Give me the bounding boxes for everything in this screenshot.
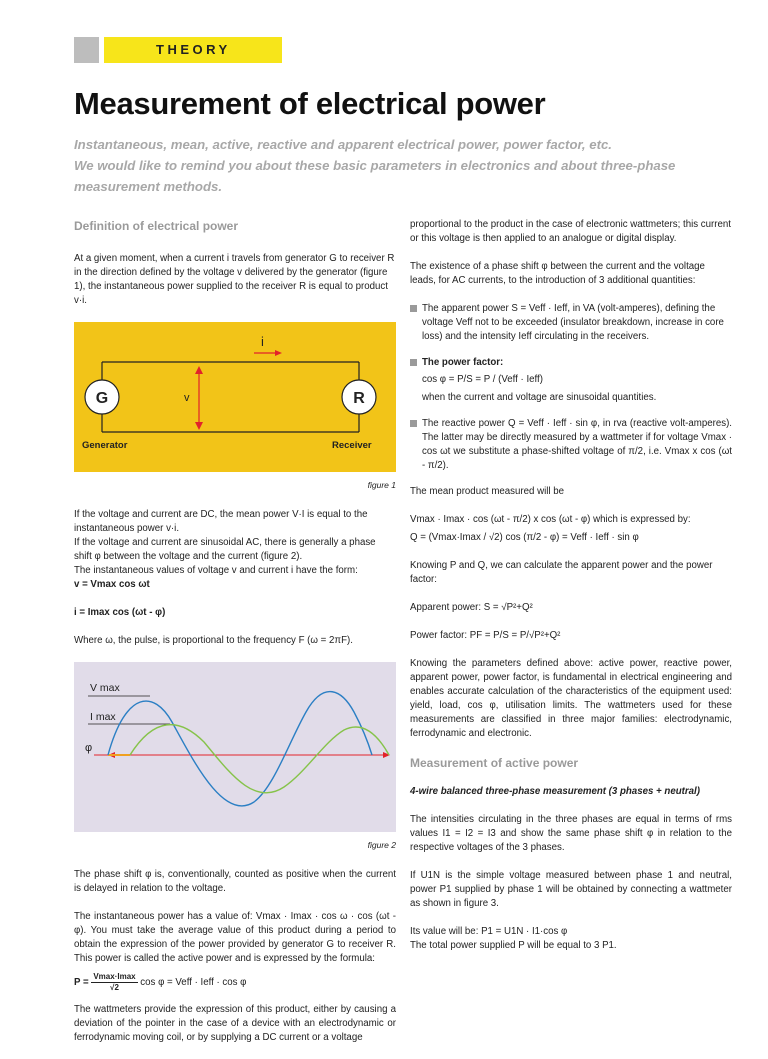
receiver-label: Receiver <box>332 440 372 451</box>
generator-label: Generator <box>82 440 128 451</box>
equation-power-factor-2: Power factor: PF = P/S = P/√P²+Q² <box>410 630 561 641</box>
equation-rhs: cos φ = Veff · Ieff · cos φ <box>140 977 247 989</box>
voltage-label: v <box>184 392 190 404</box>
bullet-note: when the current and voltage are sinusoidal quantities. <box>422 392 657 403</box>
bullet-title: The power factor: <box>422 357 504 368</box>
paragraph: At a given moment, when a current i travels from generator G to receiver R in the direction defined by the voltage v delivered by the generator (figure 1), the instantaneous power supplied to the receiver R is equal to product v·i. <box>74 253 395 306</box>
phase-label: φ <box>85 742 93 754</box>
bullet-text: The reactive power Q = Veff · Ieff · sin φ, in rva (reactive volt-amperes). The latter may be directly measured by a wattmeter if for voltage Vmax · cos ωt we substitute a phase-shifted voltage of π/2, i.e. Vmax x cos (ωt - π/2). <box>422 418 732 471</box>
right-column <box>410 218 732 953</box>
paragraph: The instantaneous values of voltage v and current i have the form: <box>74 565 358 576</box>
bullet-text: The apparent power S = Veff · Ieff, in VA (volt-amperes), defining the voltage Veff not to be exceeded (insulator breakdown, increase in core loss) and the intensity Ieff circulating in the receivers. <box>422 303 724 342</box>
subheading-4-wire: 4-wire balanced three-phase measurement (3 phases + neutral) <box>410 786 700 797</box>
paragraph: Vmax · Imax · cos (ωt - π/2) x cos (ωt - φ) which is expressed by: <box>410 514 691 525</box>
imax-label: I max <box>90 711 116 723</box>
equation-current: i = Imax cos (ωt - φ) <box>74 607 166 618</box>
intro-line-2: We would like to remind you about these basic parameters in electronics and about three-phase measurement methods. <box>74 158 676 194</box>
header-grey-block <box>74 37 99 63</box>
equation-active-power <box>74 972 396 993</box>
equation-apparent-power: Apparent power: S = √P²+Q² <box>410 602 533 613</box>
page-title: Measurement of electrical power <box>74 86 546 121</box>
paragraph: The total power supplied P will be equal to 3 P1. <box>410 940 617 951</box>
generator-letter: G <box>95 390 109 407</box>
figure-2-background <box>74 662 396 832</box>
equation-reactive-power: Q = (Vmax·Imax / √2) cos (π/2 - φ) = Veff · Ieff · sin φ <box>410 532 639 543</box>
bullet-apparent-power <box>410 302 732 344</box>
section-heading-definition: Definition of electrical power <box>74 219 239 233</box>
paragraph: If U1N is the simple voltage measured between phase 1 and neutral, power P1 supplied by phase 1 will be obtained by connecting a wattmeter as shown in figure 3. <box>410 870 732 909</box>
paragraph: The mean product measured will be <box>410 486 565 497</box>
paragraph: The intensities circulating in the three phases are equal in terms of rms values I1 = I2 = I3 and show the same phase shift φ in relation to the respective voltages of the 3 phases. <box>410 814 732 853</box>
bullet-power-factor <box>410 356 732 405</box>
paragraph: The existence of a phase shift φ between the current and the voltage leads, for AC currents, to the introduction of 3 additional quantities: <box>410 261 705 286</box>
paragraph: Knowing P and Q, we can calculate the apparent power and the power factor: <box>410 560 713 585</box>
intro <box>74 134 734 197</box>
equation-phase-power: Its value will be: P1 = U1N · I1·cos φ <box>410 926 568 937</box>
paragraph: Where ω, the pulse, is proportional to the frequency F (ω = 2πF). <box>74 635 353 646</box>
section-heading-active-power: Measurement of active power <box>410 756 579 770</box>
paragraph: The instantaneous power has a value of: Vmax · Imax · cos ω · cos (ωt - φ). You must take the average value of this product during a period to obtain the expression of the power provided by generator G to receiver R. This power is called the active power and is expressed by the formula: <box>74 911 396 964</box>
paragraph: proportional to the product in the case of electronic wattmeters; this current or this voltage is then applied to an analogue or digital display. <box>410 219 731 244</box>
paragraph: If the voltage and current are DC, the mean power V·I is equal to the instantaneous power v·i. <box>74 509 368 534</box>
vmax-label: V max <box>90 682 120 694</box>
equation-power-factor: cos φ = P/S = P / (Veff · Ieff) <box>422 374 543 385</box>
figure-2-waveforms <box>74 662 396 832</box>
receiver-letter: R <box>353 390 365 407</box>
paragraph: If the voltage and current are sinusoidal AC, there is generally a phase shift φ between the voltage and the current (figure 2). <box>74 537 376 562</box>
figure-1-circuit <box>74 322 396 472</box>
bullet-reactive-power <box>410 417 732 473</box>
left-column <box>74 218 396 1059</box>
current-label: i <box>261 334 264 349</box>
paragraph: The wattmeters provide the expression of this product, either by causing a deviation of the pointer in the case of a device with an electrodynamic or ferrodynamic moving coil, or by supplying a DC current or a voltage <box>74 1004 396 1043</box>
equation-voltage: v = Vmax cos ωt <box>74 579 150 590</box>
fraction-numerator: Vmax·Imax <box>93 972 136 981</box>
paragraph: The phase shift φ is, conventionally, counted as positive when the current is delayed in relation to the voltage. <box>74 869 396 894</box>
intro-line-1: Instantaneous, mean, active, reactive and apparent electrical power, power factor, etc. <box>74 137 612 152</box>
figure-1-caption: figure 1 <box>367 480 396 490</box>
figure-2-caption: figure 2 <box>367 840 396 850</box>
fraction-denominator: √2 <box>110 983 119 992</box>
equation-lhs: P = <box>74 977 89 989</box>
equation-fraction <box>91 972 137 993</box>
paragraph: Knowing the parameters defined above: active power, reactive power, apparent power, power factor, is fundamental in electrical engineering and enables accurate calculation of the characteristics of the equipment used: yield, load, cos φ, utilisation limits. The wattmeters used for these measurements are classified in three major families: electrodynamic, ferrodynamic and electronic. <box>410 658 732 739</box>
section-tab: THEORY <box>104 37 282 63</box>
